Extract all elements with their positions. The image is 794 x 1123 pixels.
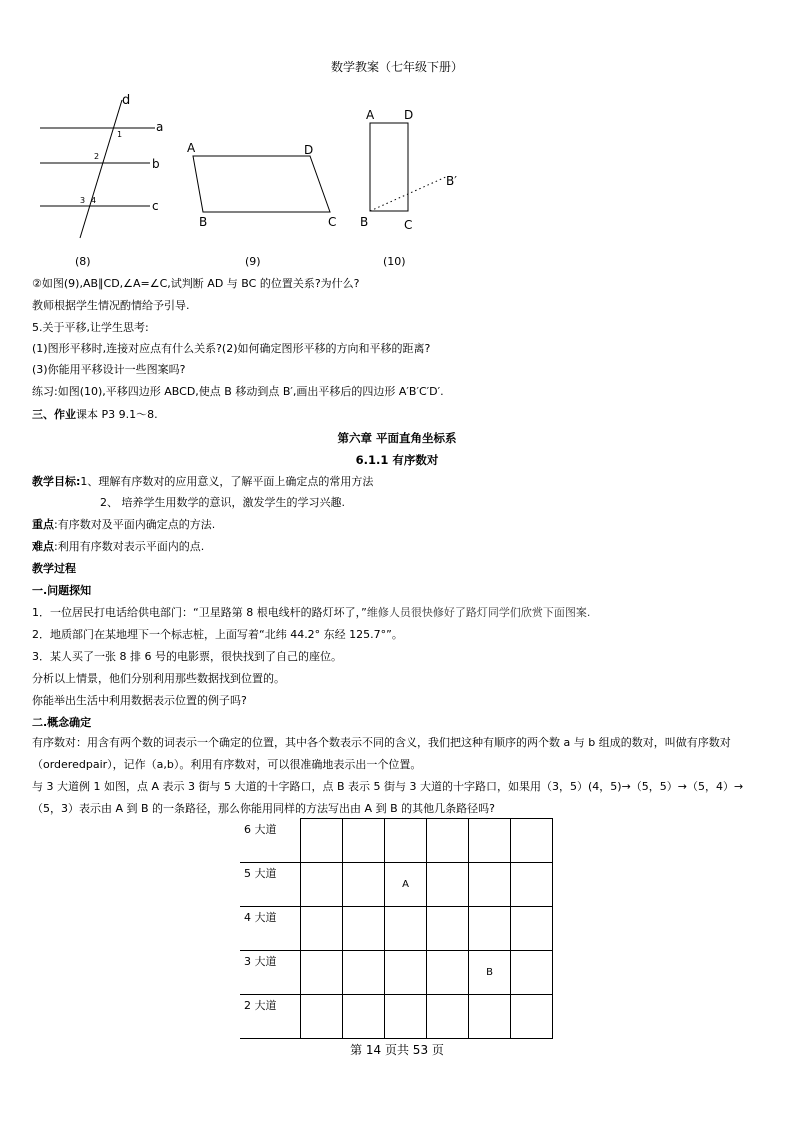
page-footer: 第 14 页共 53 页 <box>350 1043 444 1057</box>
homework-label: 三、作业 <box>32 408 76 421</box>
definition: 有序数对：用含有两个数的词表示一个确定的位置，其中各个数表示不同的含义，我们把这种有顺序的两个数 a 与 b 组成的数对，叫做有序数对（orderedpair），记作（a,b）。利用有序数对，可以很准确地表示出一个位置。 <box>32 736 731 771</box>
label-C: C <box>404 218 413 232</box>
key-point <box>32 517 215 533</box>
grid-cell <box>511 819 553 863</box>
row-label: 2 大道 <box>240 995 301 1039</box>
teacher-guide: 教师根据学生情况酌情给予引导. <box>32 299 190 312</box>
grid-cell <box>385 995 427 1039</box>
situation-3: 3．某人买了一张 8 排 6 号的电影票，很快找到了自己的座位。 <box>32 650 342 663</box>
grid-cell <box>343 907 385 951</box>
grid-cell <box>511 995 553 1039</box>
difficulty-text: :利用有序数对表示平面内的点. <box>54 540 205 553</box>
practice: 练习:如图(10),平移四边形 ABCD,使点 B 移动到点 B′,画出平移后的四边形 A′B′C′D′. <box>32 385 444 398</box>
street-grid-body <box>240 819 553 1039</box>
situation-1-b: 维修人员很快修好了路灯同学们欣赏下面图案. <box>366 606 591 619</box>
label-d: d <box>122 93 131 108</box>
grid-cell <box>427 907 469 951</box>
translation-path <box>370 176 448 211</box>
grid-cell <box>301 907 343 951</box>
grid-cell-point-a: A <box>385 863 427 907</box>
key-label: 重点 <box>32 518 54 531</box>
grid-cell <box>469 819 511 863</box>
key-text: :有序数对及平面内确定点的方法. <box>54 518 216 531</box>
page-header: 数学教案（七年级下册） <box>330 60 463 74</box>
grid-cell <box>427 863 469 907</box>
grid-cell <box>385 907 427 951</box>
objective-2: 2、 培养学生用数学的意识，激发学生的学习兴趣. <box>100 496 345 509</box>
parallelogram-abcd <box>193 156 330 212</box>
angle-4: 4 <box>91 196 97 205</box>
grid-row <box>240 995 553 1039</box>
label-B: B <box>199 215 208 229</box>
figure-strip <box>30 88 510 268</box>
process-label: 教学过程 <box>32 562 76 575</box>
row-label: 6 大道 <box>240 819 301 863</box>
grid-cell <box>343 819 385 863</box>
figure-10 <box>360 108 457 232</box>
street-grid <box>240 818 553 1039</box>
section-1-title: 一.问题探知 <box>32 584 92 597</box>
grid-cell <box>385 951 427 995</box>
objective-1 <box>32 474 373 490</box>
label-A: A <box>366 108 375 122</box>
section-title: 6.1.1 有序数对 <box>355 453 439 467</box>
situation-2: 2．地质部门在某地埋下一个标志桩，上面写着“北纬 44.2° 东经 125.7°”。 <box>32 628 403 641</box>
label-c: c <box>152 199 159 213</box>
street-grid-table <box>240 818 553 1039</box>
rectangle-abcd <box>370 123 408 211</box>
grid-cell <box>469 863 511 907</box>
label-B: B <box>360 215 369 229</box>
row-label: 5 大道 <box>240 863 301 907</box>
label-a: a <box>156 120 164 134</box>
grid-cell <box>511 863 553 907</box>
grid-cell <box>427 951 469 995</box>
analysis: 分析以上情景，他们分别利用那些数据找到位置的。 <box>32 672 285 685</box>
grid-cell <box>301 863 343 907</box>
item-5-q3: (3)你能用平移设计一些图案吗? <box>32 363 186 376</box>
grid-row <box>240 863 553 907</box>
row-label: 3 大道 <box>240 951 301 995</box>
label-D: D <box>404 108 414 122</box>
caption-fig10: (10) <box>383 255 406 268</box>
grid-cell <box>343 951 385 995</box>
section-2-title: 二.概念确定 <box>32 716 92 729</box>
grid-cell <box>469 995 511 1039</box>
question-2: ②如图(9),AB∥CD,∠A=∠C,试判断 AD 与 BC 的位置关系?为什么? <box>32 277 360 290</box>
caption-fig9: (9) <box>245 255 261 268</box>
angle-2: 2 <box>94 152 100 161</box>
grid-cell <box>511 907 553 951</box>
grid-row <box>240 907 553 951</box>
grid-cell <box>427 995 469 1039</box>
grid-cell-point-b: B <box>469 951 511 995</box>
situation-1 <box>32 605 590 621</box>
label-A: A <box>187 141 196 155</box>
geometry-figures <box>30 88 510 268</box>
figure-9 <box>187 141 336 229</box>
grid-cell <box>427 819 469 863</box>
grid-cell <box>385 819 427 863</box>
label-B-prime: B′ <box>446 174 457 188</box>
chapter-title: 第六章 平面直角坐标系 <box>337 431 457 445</box>
grid-cell <box>469 907 511 951</box>
homework <box>32 407 158 423</box>
grid-cell <box>301 819 343 863</box>
line-d <box>80 100 122 238</box>
item-5-q1: (1)图形平移时,连接对应点有什么关系?(2)如何确定图形平移的方向和平移的距离? <box>32 342 431 355</box>
label-D: D <box>304 143 314 157</box>
difficulty <box>32 539 204 555</box>
difficulty-label: 难点 <box>32 540 54 553</box>
grid-cell <box>511 951 553 995</box>
grid-row <box>240 819 553 863</box>
grid-cell <box>301 995 343 1039</box>
label-b: b <box>152 157 160 171</box>
grid-cell <box>343 863 385 907</box>
label-C: C <box>328 215 337 229</box>
caption-fig8: (8) <box>75 255 91 268</box>
example-1: 与 3 大道例 1 如图，点 A 表示 3 街与 5 大道的十字路口，点 B 表示 5 街与 3 大道的十字路口，如果用（3，5）(4，5)→（5，5）→（5，4）→（5，3）表示由 A 到 B 的一条路径，那么你能用同样的方法写出由 A 到 B 的其他几条路径吗? <box>32 780 744 815</box>
figure-8 <box>40 93 163 238</box>
objective-1-text: 1、理解有序数对的应用意义，了解平面上确定点的常用方法 <box>80 475 374 488</box>
grid-row <box>240 951 553 995</box>
grid-cell <box>301 951 343 995</box>
situation-1-a: 1．一位居民打电话给供电部门：“卫星路第 8 根电线杆的路灯坏了，” <box>32 606 367 619</box>
grid-cell <box>343 995 385 1039</box>
question-examples: 你能举出生活中利用数据表示位置的例子吗? <box>32 694 247 707</box>
angle-1: 1 <box>117 130 123 139</box>
objectives-label: 教学目标: <box>32 475 81 488</box>
angle-3: 3 <box>80 196 86 205</box>
homework-text: 课本 P3 9.1～8. <box>76 408 158 421</box>
row-label: 4 大道 <box>240 907 301 951</box>
item-5: 5.关于平移,让学生思考: <box>32 321 149 334</box>
